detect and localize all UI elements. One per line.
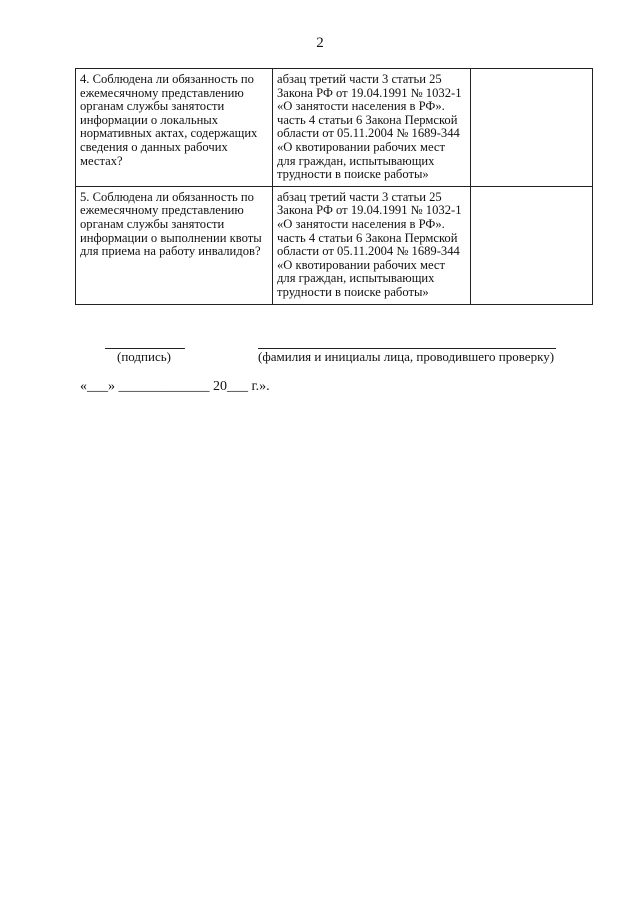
question-cell [76,186,273,304]
inspector-name-label: (фамилия и инициалы лица, проводившего проверку) [258,349,555,364]
legal-basis-text: абзац третий части 3 статьи 25 Закона РФ от 19.04.1991 № 1032-1 «О занятости населения в РФ». часть 4 статьи 6 Закона Пермской области от 05.11.2004 № 1689-344 «О квотировании рабочих мест для граждан, испытывающих трудности в поиске работы» [277,72,462,182]
table-row [76,69,593,187]
page-number: 2 [316,35,324,51]
legal-basis-cell [273,69,471,187]
legal-basis-text: абзац третий части 3 статьи 25 Закона РФ от 19.04.1991 № 1032-1 «О занятости населения в РФ». часть 4 статьи 6 Закона Пермской области от 05.11.2004 № 1689-344 «О квотировании рабочих мест для граждан, испытывающих трудности в поиске работы» [277,189,462,299]
question-text: 4. Соблюдена ли обязанность по ежемесячному представлению органам службы занятости информации о локальных нормативных актах, содержащих сведения о данных рабочих местах? [80,72,258,168]
answer-cell [471,69,593,187]
date-line: «___» _____________ 20___ г.». [80,379,270,394]
legal-basis-cell [273,186,471,304]
table-row [76,186,593,304]
question-text: 5. Соблюдена ли обязанность по ежемесячному представлению органам службы занятости информации о выполнении квоты для приема на работу инвалидов? [80,189,262,259]
answer-cell [471,186,593,304]
checklist-table [75,68,593,305]
question-cell [76,69,273,187]
signature-label: (подпись) [117,349,171,364]
